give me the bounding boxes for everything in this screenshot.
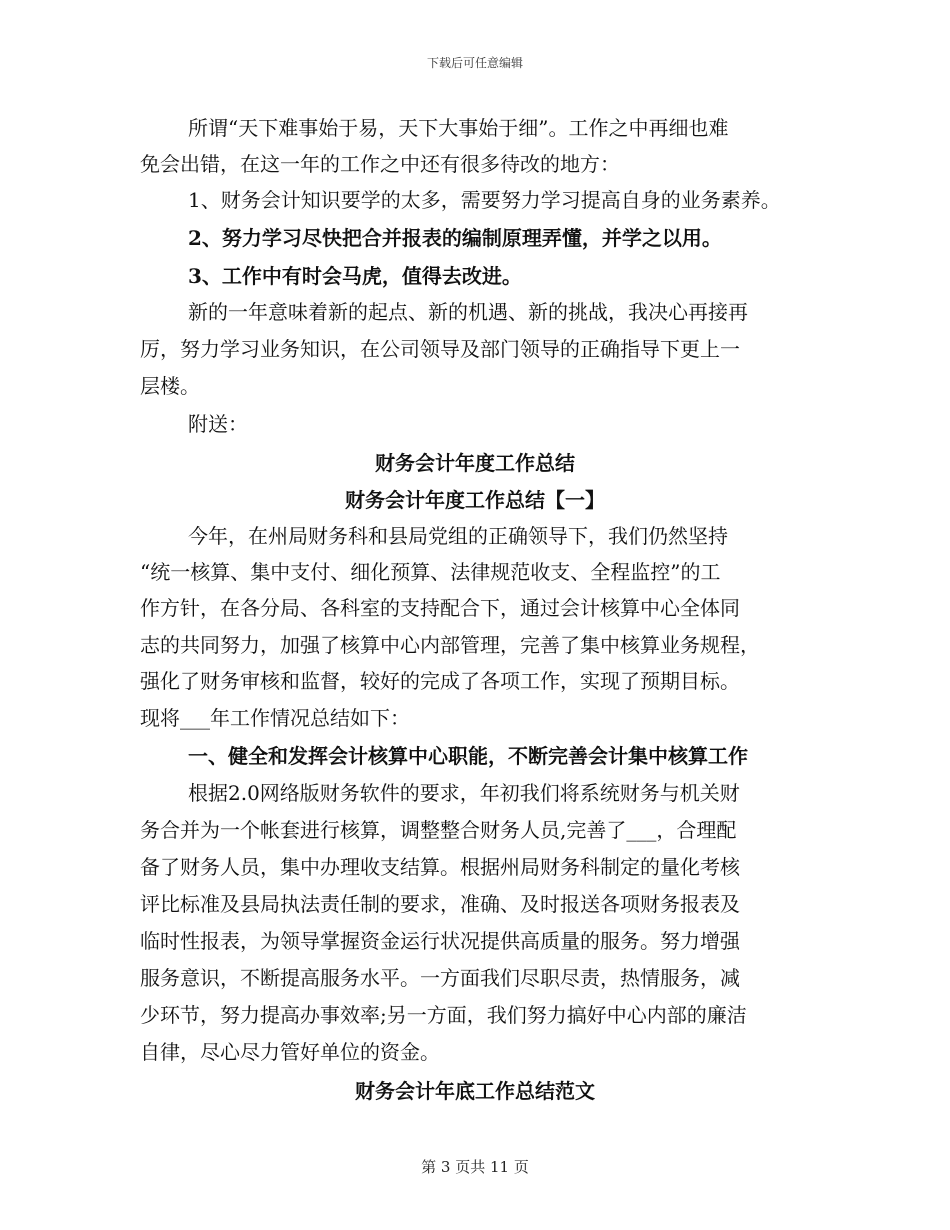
paragraph-line: 少环节，努力提高办事效率;另一方面，我们努力搞好中心内部的廉洁	[140, 1003, 747, 1027]
paragraph-line: 根据2.0网络版财务软件的要求，年初我们将系统财务与机关财	[188, 781, 740, 805]
paragraph-line: 厉，努力学习业务知识，在公司领导及部门领导的正确指导下更上一	[140, 337, 740, 361]
section-subtitle: 财务会计年度工作总结【一】	[345, 488, 605, 512]
page-footer: 第 3 页共 11 页	[421, 1158, 529, 1176]
list-item-bold: 2、努力学习尽快把合并报表的编制原理弄懂，并学之以用。	[188, 226, 722, 250]
paragraph-line: 免会出错，在这一年的工作之中还有很多待改的地方：	[140, 152, 620, 176]
page-header: 下载后可任意编辑	[426, 56, 523, 70]
paragraph-line: 现将___年工作情况总结如下：	[140, 706, 410, 730]
paragraph-line: 评比标准及县局执法责任制的要求，准确、及时报送各项财务报表及	[140, 892, 740, 916]
paragraph-line: 今年，在州局财务科和县局党组的正确领导下，我们仍然坚持	[188, 524, 728, 548]
paragraph-line: 强化了财务审核和监督，较好的完成了各项工作，实现了预期目标。	[140, 669, 740, 693]
paragraph-line: 新的一年意味着新的起点、新的机遇、新的挑战，我决心再接再	[188, 300, 748, 324]
paragraph-line: 服务意识，不断提高服务水平。一方面我们尽职尽责，热情服务，减	[140, 966, 740, 990]
list-item: 1、财务会计知识要学的太多，需要努力学习提高自身的业务素养。	[188, 188, 781, 212]
paragraph-line: 层楼。	[140, 374, 200, 398]
paragraph-line: 所谓“天下难事始于易，天下大事始于细”。工作之中再细也难	[188, 116, 729, 140]
paragraph-line: 附送：	[188, 412, 248, 436]
paragraph-line: “统一核算、集中支付、细化预算、法律规范收支、全程监控”的工	[140, 560, 721, 584]
section-title: 财务会计年度工作总结	[375, 451, 575, 475]
paragraph-line: 志的共同努力，加强了核算中心内部管理，完善了集中核算业务规程，	[140, 633, 760, 657]
paragraph-line: 临时性报表，为领导掌握资金运行状况提供高质量的服务。努力增强	[140, 929, 740, 953]
paragraph-line: 作方针，在各分局、各科室的支持配合下，通过会计核算中心全体同	[140, 596, 740, 620]
section-heading: 一、健全和发挥会计核算中心职能，不断完善会计集中核算工作	[188, 744, 748, 768]
paragraph-line: 备了财务人员，集中办理收支结算。根据州局财务科制定的量化考核	[140, 855, 740, 879]
closing-title: 财务会计年底工作总结范文	[355, 1079, 595, 1103]
paragraph-line: 务合并为一个帐套进行核算，调整整合财务人员,完善了___，合理配	[140, 818, 737, 842]
paragraph-line: 自律，尽心尽力管好单位的资金。	[140, 1040, 440, 1064]
list-item-bold: 3、工作中有时会马虎，值得去改进。	[188, 264, 522, 288]
